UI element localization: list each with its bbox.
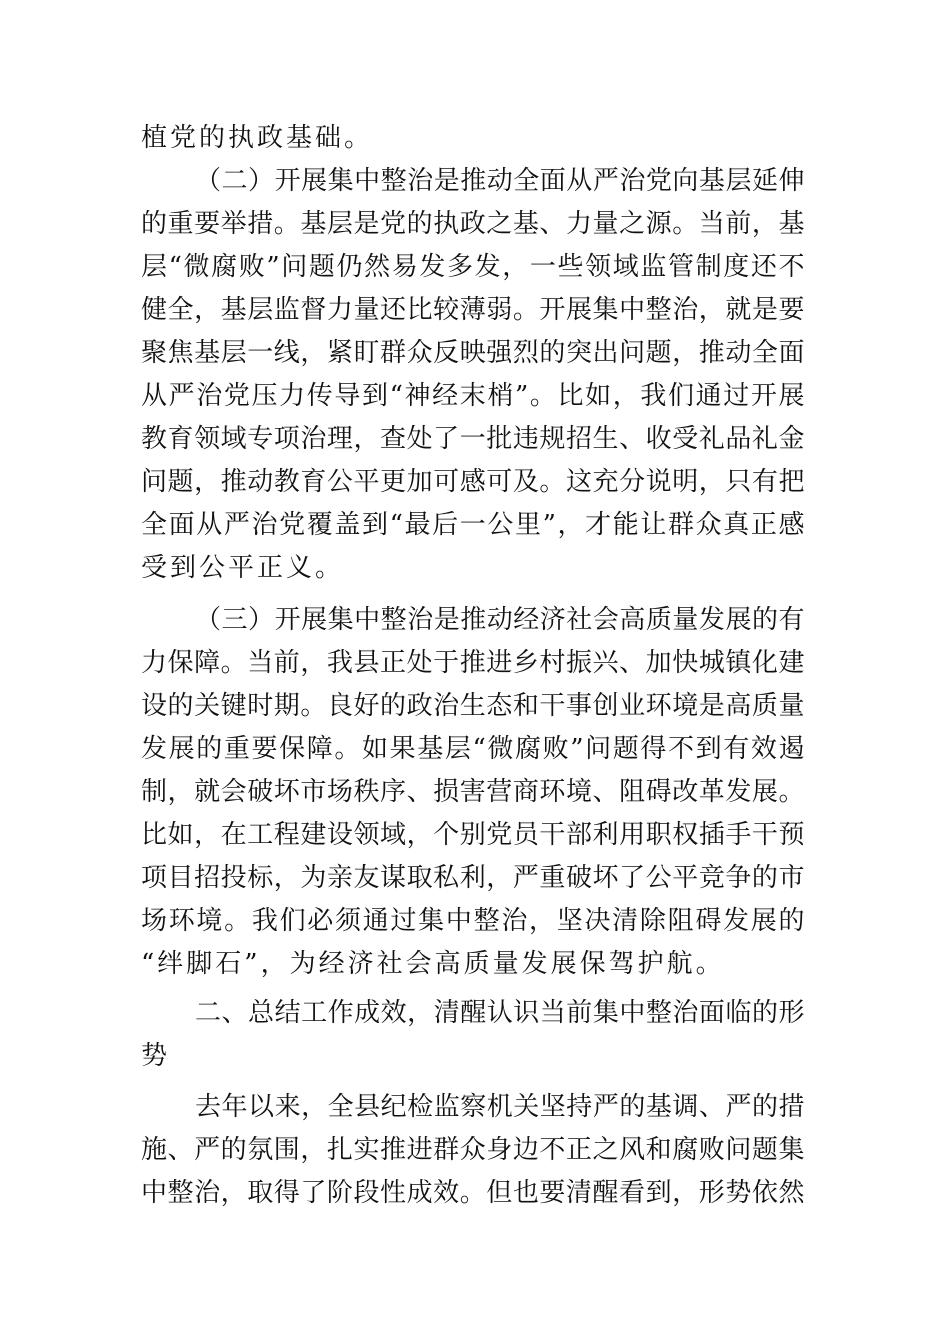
text-line: 层“微腐败”问题仍然易发多发，一些领域监管制度还不 [141, 252, 805, 282]
text-line: 势 [141, 1041, 171, 1071]
text-line: 场环境。我们必须通过集中整治，坚决清除阻碍发展的 [141, 906, 805, 936]
section-heading: 二、总结工作成效，清醒认识当前集中整治面临的形 [195, 998, 805, 1028]
text-line: 设的关键时期。良好的政治生态和干事创业环境是高质量 [141, 691, 805, 721]
text-line: “绊脚石”，为经济社会高质量发展保驾护航。 [141, 949, 725, 979]
text-line: 问题，推动教育公平更加可感可及。这充分说明，只有把 [141, 467, 805, 497]
text-line: 项目招投标，为亲友谋取私利，严重破坏了公平竞争的市 [141, 863, 805, 893]
paragraph-heading-2: （二）开展集中整治是推动全面从严治党向基层延伸 [195, 166, 805, 196]
text-line: 从严治党压力传导到“神经末梢”。比如，我们通过开展 [141, 381, 805, 411]
text-line: 健全，基层监督力量还比较薄弱。开展集中整治，就是要 [141, 295, 805, 325]
text-line: 受到公平正义。 [141, 553, 345, 583]
paragraph-heading-3: （三）开展集中整治是推动经济社会高质量发展的有 [195, 605, 805, 635]
text-line: 中整治，取得了阶段性成效。但也要清醒看到，形势依然 [141, 1178, 805, 1208]
text-line: 力保障。当前，我县正处于推进乡村振兴、加快城镇化建 [141, 648, 805, 678]
text-line: 的重要举措。基层是党的执政之基、力量之源。当前，基 [141, 209, 805, 239]
text-line: 教育领域专项治理，查处了一批违规招生、收受礼品礼金 [141, 424, 805, 454]
text-line: 植党的执政基础。 [141, 123, 374, 153]
text-line: 发展的重要保障。如果基层“微腐败”问题得不到有效遏 [141, 734, 805, 764]
text-line: 比如，在工程建设领域，个别党员干部利用职权插手干预 [141, 820, 805, 850]
text-line: 去年以来，全县纪检监察机关坚持严的基调、严的措 [195, 1092, 805, 1122]
text-line: 施、严的氛围，扎实推进群众身边不正之风和腐败问题集 [141, 1135, 805, 1165]
text-line: 全面从严治党覆盖到“最后一公里”，才能让群众真正感 [141, 510, 805, 540]
text-line: 制，就会破坏市场秩序、损害营商环境、阻碍改革发展。 [141, 777, 805, 807]
text-line: 聚焦基层一线，紧盯群众反映强烈的突出问题，推动全面 [141, 338, 805, 368]
